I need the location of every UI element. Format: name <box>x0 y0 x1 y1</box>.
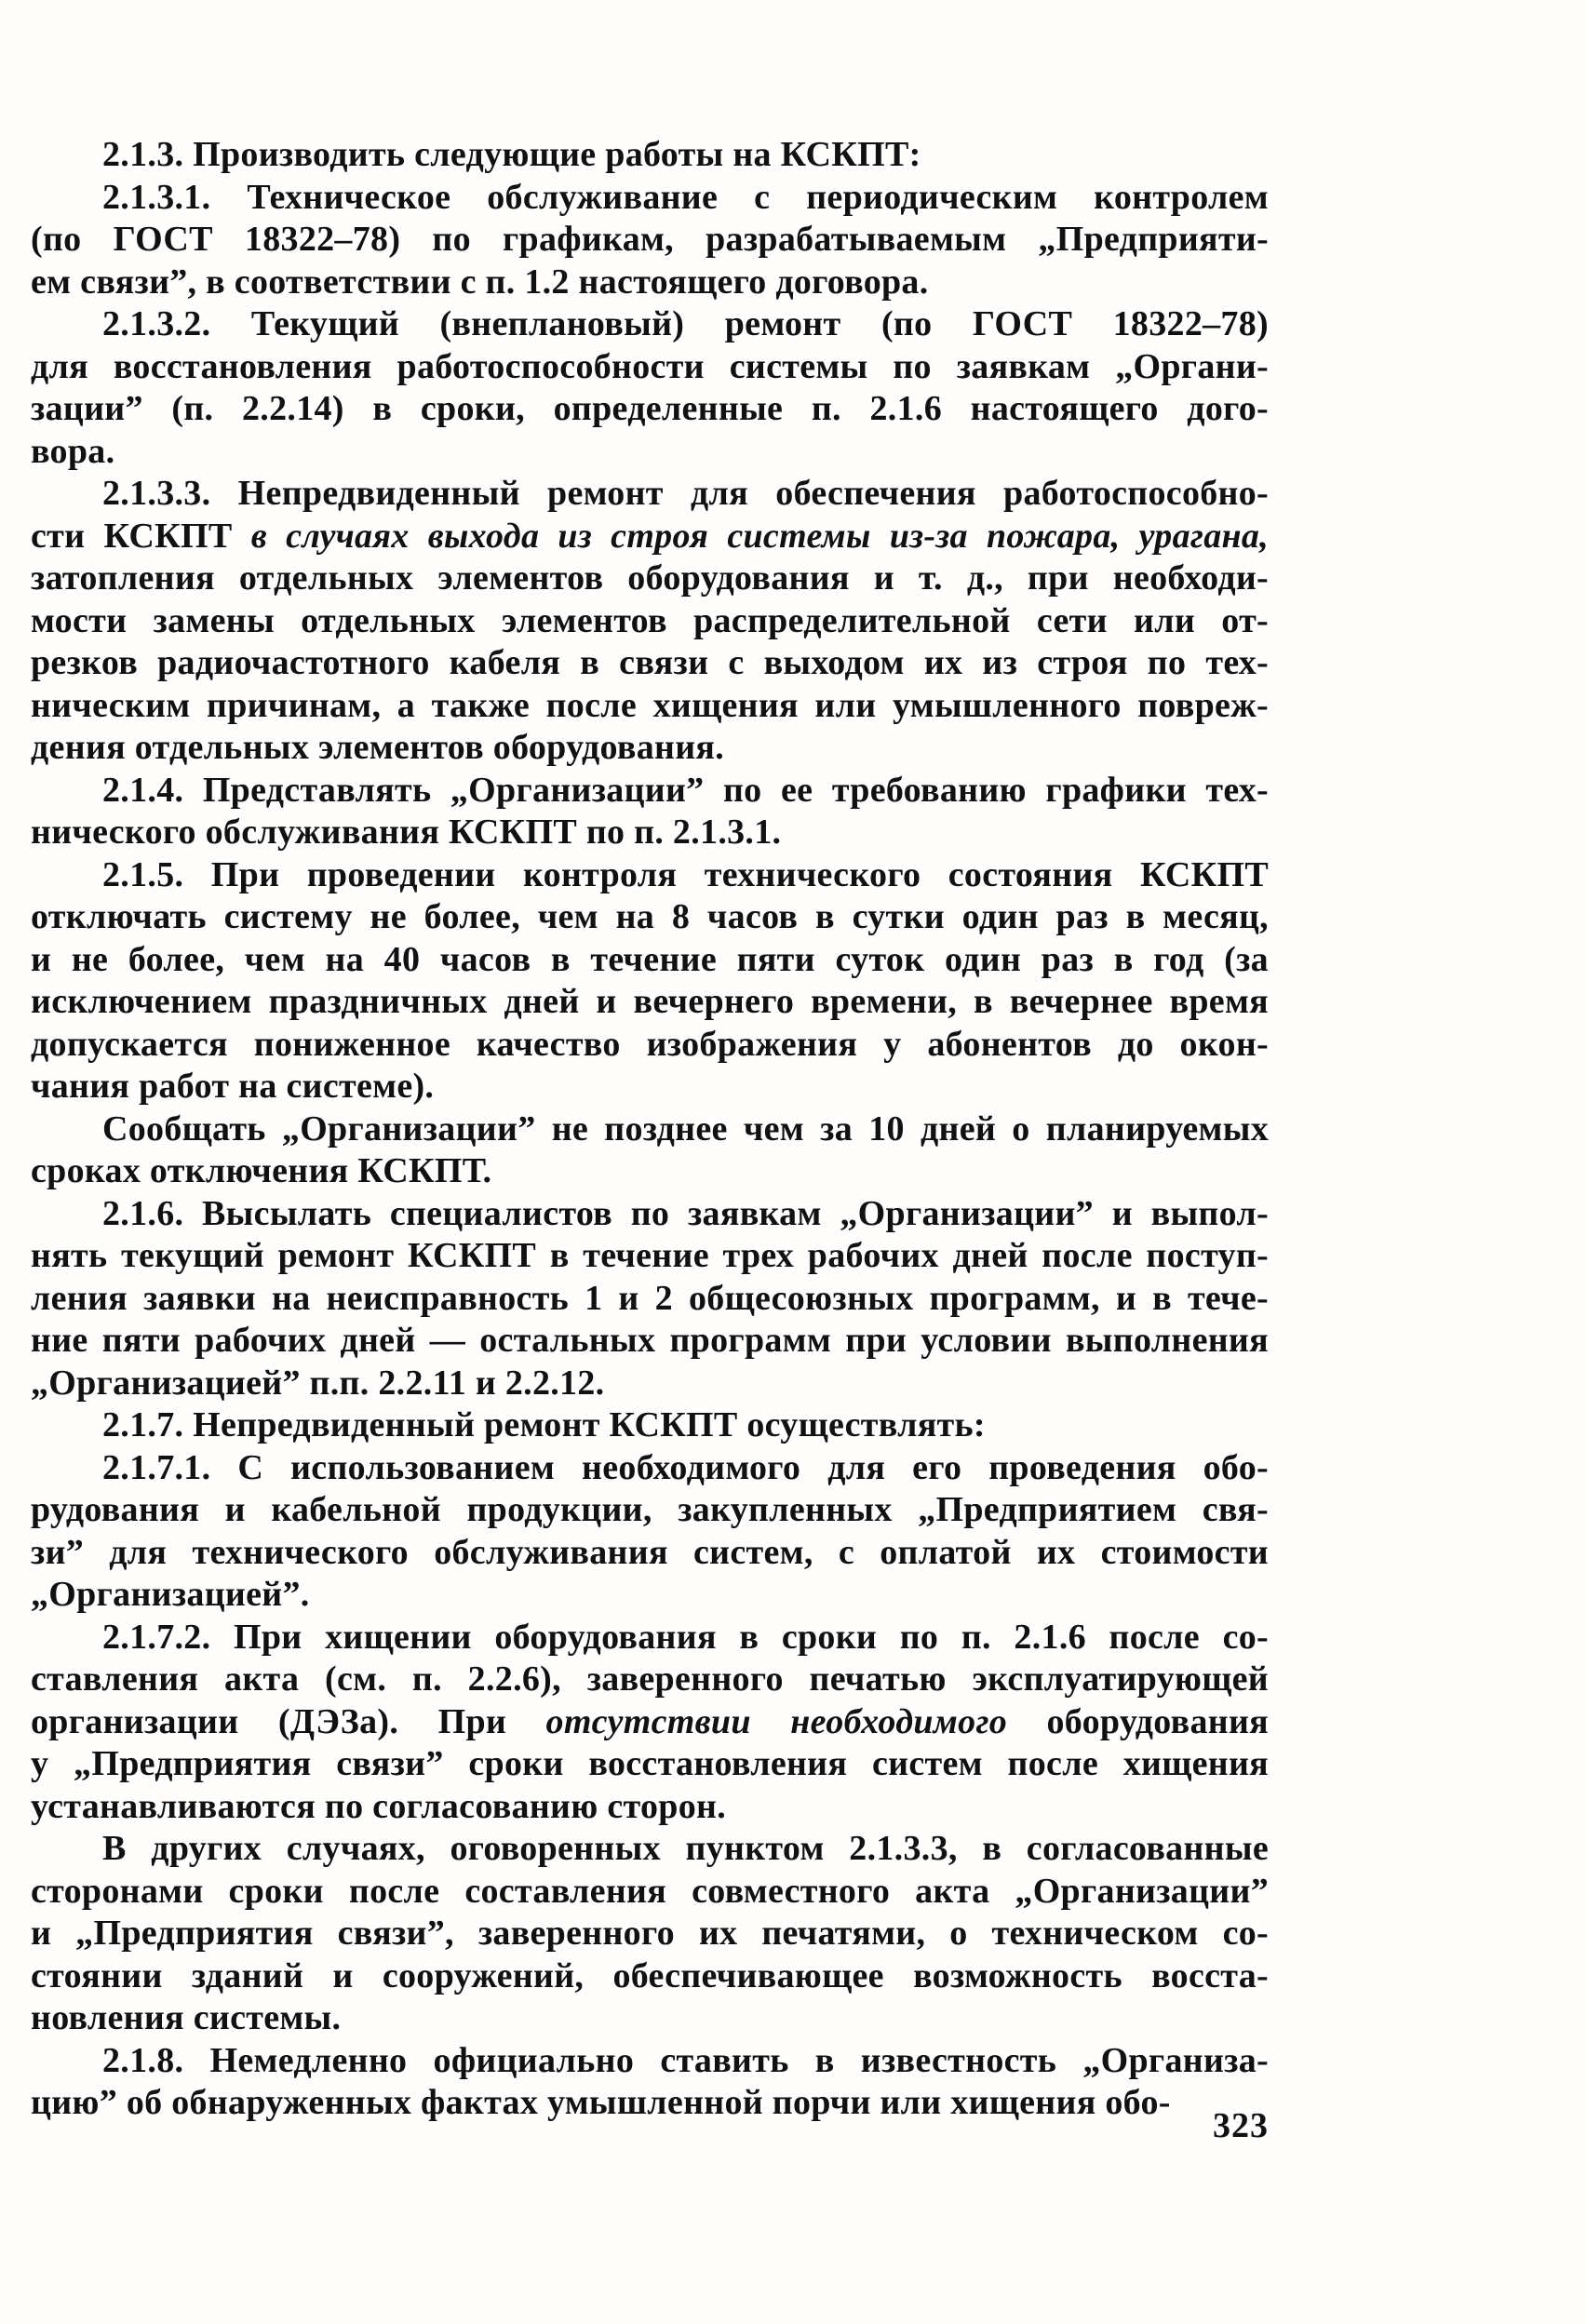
text-line <box>31 262 1269 304</box>
text-run: ническим причинам, а также после хищения или умышленного повреж- <box>31 685 1269 725</box>
text-run: дения отдельных элементов оборудования. <box>31 728 725 767</box>
text-line <box>31 1871 1269 1914</box>
text-run: и „Предприятия связи”, заверенного их печатями, о техническом со- <box>31 1914 1269 1953</box>
text-run: ставления акта (см. п. 2.2.6), заверенного печатью эксплуатирующей <box>31 1659 1269 1699</box>
text-run: 2.1.7.2. При хищении оборудования в сроки по п. 2.1.6 после со- <box>102 1617 1269 1657</box>
text-run: зации” (п. 2.2.14) в сроки, определенные п. 2.1.6 настоящего дого- <box>31 389 1269 428</box>
text-line <box>31 1278 1269 1321</box>
text-run: 2.1.5. При проведении контроля технического состояния КСКПТ <box>102 854 1269 894</box>
text-line <box>31 770 1269 813</box>
text-run: 2.1.8. Немедленно официально ставить в известность „Организа- <box>102 2040 1269 2080</box>
text-line <box>31 1532 1269 1575</box>
text-run: Сообщать „Организации” не позднее чем за 10 дней о планируемых <box>102 1108 1269 1149</box>
text-line <box>31 1701 1269 1744</box>
text-line <box>31 1617 1269 1659</box>
text-line <box>31 1024 1269 1067</box>
text-line <box>31 1743 1269 1786</box>
text-run: для восстановления работоспособности системы по заявкам „Органи- <box>31 346 1269 386</box>
text-run: ления заявки на неисправность 1 и 2 общесоюзных программ, и в тече- <box>31 1278 1269 1318</box>
text-line <box>31 1320 1269 1363</box>
text-line <box>31 896 1269 939</box>
text-run: чания работ на системе). <box>31 1067 435 1106</box>
text-run: зи” для технического обслуживания систем, с оплатой их стоимости <box>31 1532 1269 1572</box>
text-run: „Организацией”. <box>31 1575 310 1614</box>
text-line <box>31 1574 1269 1617</box>
text-run: 2.1.7.1. С использованием необходимого для его проведения обо- <box>102 1447 1269 1487</box>
text-line <box>31 431 1269 474</box>
text-line <box>31 516 1269 558</box>
text-run: оборудования <box>1007 1701 1269 1741</box>
text-line <box>31 1235 1269 1278</box>
text-run: мости замены отдельных элементов распределительной сети или от- <box>31 600 1269 640</box>
text-line <box>31 1193 1269 1236</box>
text-run: ние пяти рабочих дней — остальных программ при условии выполнения <box>31 1321 1269 1360</box>
text-run: устанавливаются по согласованию сторон. <box>31 1786 727 1826</box>
text-run: 2.1.3.2. Текущий (внеплановый) ремонт (по ГОСТ 18322–78) <box>102 304 1269 343</box>
text-run: 2.1.7. Непредвиденный ремонт КСКПТ осуществлять: <box>102 1405 986 1444</box>
text-run: нять текущий ремонт КСКПТ в течение трех рабочих дней после поступ- <box>31 1236 1269 1275</box>
text-line <box>31 1363 1269 1405</box>
text-line <box>31 303 1269 346</box>
text-run: цию” об обнаруженных фактах умышленной порчи или хищения обо- <box>31 2083 1171 2122</box>
text-line <box>31 2040 1269 2083</box>
text-line <box>31 1659 1269 1701</box>
text-line <box>31 1108 1269 1151</box>
document-text <box>31 134 1269 2125</box>
text-run: (по ГОСТ 18322–78) по графикам, разрабатываемым „Предприяти- <box>31 220 1269 259</box>
text-line <box>31 1913 1269 1955</box>
text-run: сроках отключения КСКПТ. <box>31 1151 492 1190</box>
text-line <box>31 981 1269 1024</box>
text-line <box>31 939 1269 982</box>
text-run: вора. <box>31 431 115 471</box>
text-run: резков радиочастотного кабеля в связи с выходом их из строя по тех- <box>31 643 1269 682</box>
text-line <box>31 134 1269 177</box>
text-run: у „Предприятия связи” сроки восстановления систем после хищения <box>31 1744 1269 1783</box>
text-line <box>31 1404 1269 1447</box>
text-line <box>31 854 1269 897</box>
text-line <box>31 1955 1269 1998</box>
text-line <box>31 1997 1269 2040</box>
text-run: стоянии зданий и сооружений, обеспечивающее возможность восста- <box>31 1955 1269 1995</box>
text-line <box>31 1786 1269 1829</box>
text-run: 2.1.3. Производить следующие работы на КСКПТ: <box>102 135 921 174</box>
text-line <box>31 1447 1269 1490</box>
text-line <box>31 557 1269 600</box>
text-run: и не более, чем на 40 часов в течение пяти суток один раз в год (за <box>31 939 1269 979</box>
text-run: 2.1.4. Представлять „Организации” по ее требованию графики тех- <box>102 770 1269 810</box>
text-line <box>31 1489 1269 1532</box>
text-line <box>31 642 1269 685</box>
text-line <box>31 388 1269 431</box>
text-line <box>31 346 1269 389</box>
text-line <box>31 685 1269 728</box>
text-run: 2.1.3.3. Непредвиденный ремонт для обеспечения работоспособно- <box>102 474 1269 513</box>
text-run: рудования и кабельной продукции, закупленных „Предприятием свя- <box>31 1490 1269 1529</box>
text-run: затопления отдельных элементов оборудования и т. д., при необходи- <box>31 558 1269 598</box>
text-line <box>31 812 1269 854</box>
italic-text-run: отсутствии необходимого <box>545 1701 1008 1741</box>
text-run: организации (ДЭЗа). При <box>31 1701 546 1741</box>
text-line <box>31 177 1269 220</box>
text-run: 2.1.3.1. Техническое обслуживание с периодическим контролем <box>102 177 1269 217</box>
text-line <box>31 727 1269 770</box>
text-run: сти КСКПТ <box>31 516 251 556</box>
page-number: 323 <box>1213 2106 1269 2145</box>
text-run: нического обслуживания КСКПТ по п. 2.1.3.1. <box>31 813 782 852</box>
text-run: В других случаях, оговоренных пунктом 2.1.3.3, в согласованные <box>102 1829 1269 1868</box>
text-run: новления системы. <box>31 1998 342 2037</box>
text-line <box>31 1150 1269 1193</box>
text-run: сторонами сроки после составления совместного акта „Организации” <box>31 1871 1269 1911</box>
text-line <box>31 1066 1269 1108</box>
text-line <box>31 473 1269 516</box>
text-run: исключением праздничных дней и вечернего времени, в вечернее время <box>31 982 1269 1021</box>
text-line <box>31 1828 1269 1871</box>
text-run: „Организацией” п.п. 2.2.11 и 2.2.12. <box>31 1363 605 1403</box>
text-run: 2.1.6. Высылать специалистов по заявкам „Организации” и выпол- <box>102 1193 1269 1233</box>
text-run: допускается пониженное качество изображения у абонентов до окон- <box>31 1024 1269 1064</box>
italic-text-run: в случаях выхода из строя системы из-за пожара, урагана, <box>250 516 1270 556</box>
text-line <box>31 600 1269 643</box>
text-line <box>31 219 1269 262</box>
text-run: ем связи”, в соответствии с п. 1.2 настоящего договора. <box>31 262 929 302</box>
text-run: отключать систему не более, чем на 8 часов в сутки один раз в месяц, <box>31 897 1269 936</box>
